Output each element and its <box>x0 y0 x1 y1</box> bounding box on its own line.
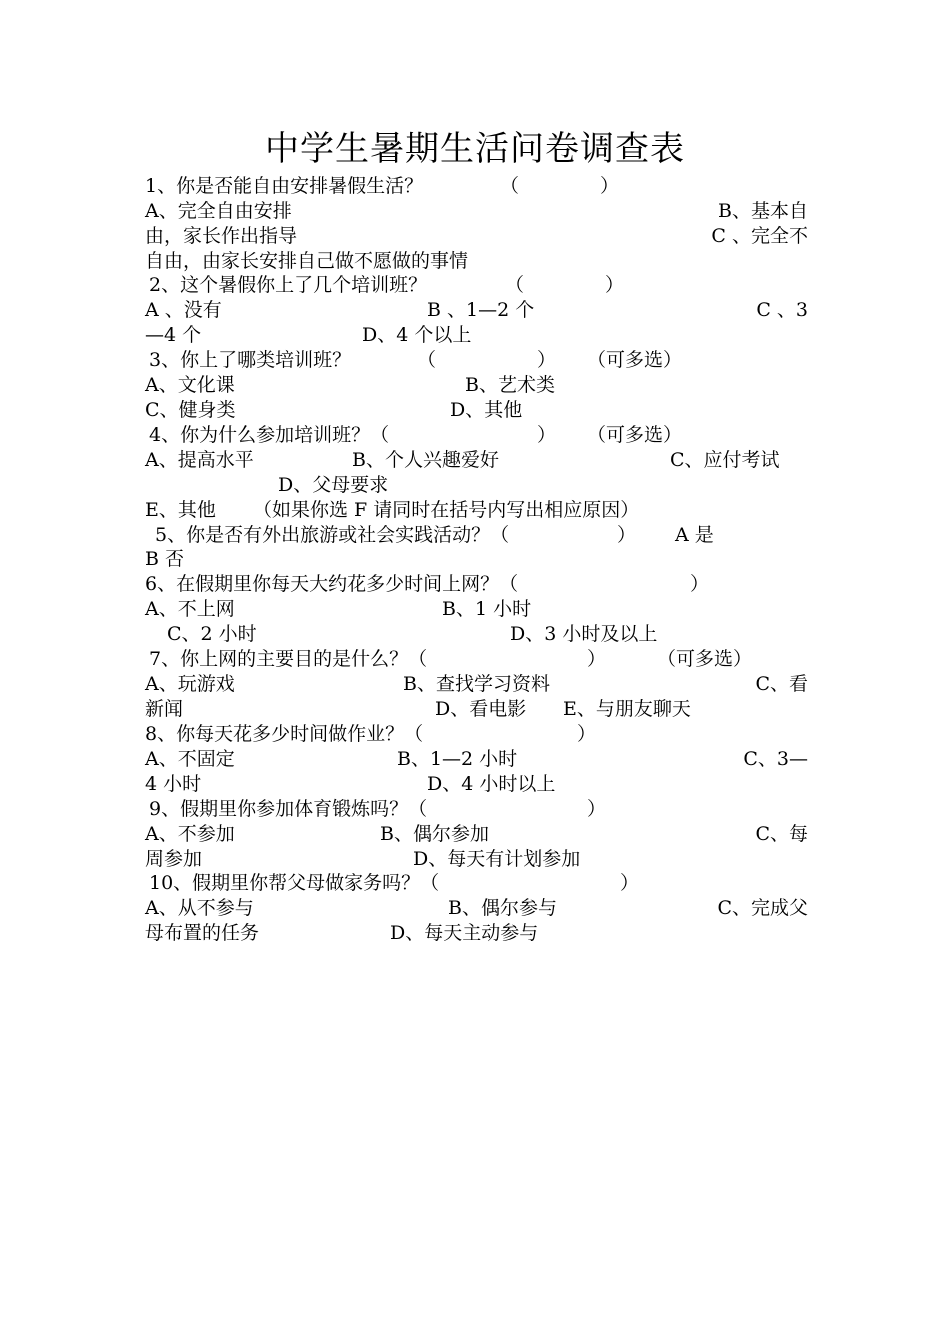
option-b: B、1 小时 <box>442 598 532 620</box>
option-c-cont: 母布置的任务 <box>145 922 260 944</box>
option-a: A、不参加 <box>145 823 235 845</box>
option-e-note: （如果你选 F 请同时在括号内写出相应原因） <box>253 499 640 521</box>
option-b-cont: 由，家长作出指导 <box>145 225 298 247</box>
option-c-cont: 4 小时 <box>145 773 202 795</box>
option-c: C、应付考试 <box>670 449 780 471</box>
option-a: A、玩游戏 <box>145 673 235 695</box>
option-e: E、与朋友聊天 <box>563 698 691 720</box>
q4-options-line <box>145 448 810 473</box>
question-text: 4、你为什么参加培训班？（ <box>149 424 390 446</box>
option-c: C、2 小时 <box>167 623 257 645</box>
question-1 <box>145 174 810 199</box>
answer-paren-close: ） <box>587 798 607 820</box>
question-3 <box>145 348 810 373</box>
answer-paren-close: ） <box>620 872 640 894</box>
q1-options-line <box>145 199 810 224</box>
answer-paren-open: （ <box>500 175 520 197</box>
option-c: C 、完全不 <box>711 225 808 247</box>
question-text: 2、这个暑假你上了几个培训班？ <box>149 274 428 296</box>
q6-options-line <box>145 622 810 647</box>
q3-options-line <box>145 398 810 423</box>
option-b: B 否 <box>145 548 185 570</box>
q8-options-line <box>145 772 810 797</box>
option-c: C、3— <box>743 748 808 770</box>
q6-options-line <box>145 597 810 622</box>
option-b: B、个人兴趣爱好 <box>352 449 499 471</box>
option-c-cont: 周参加 <box>145 848 203 870</box>
option-a: A、不固定 <box>145 748 235 770</box>
option-c-cont: 新闻 <box>145 698 184 720</box>
question-text: 8、你每天花多少时间做作业？（ <box>145 723 424 745</box>
option-c: C、看 <box>755 673 808 695</box>
answer-paren-close: ） <box>690 573 710 595</box>
answer-paren-close: ） <box>605 274 625 296</box>
option-d: D、4 小时以上 <box>427 773 556 795</box>
option-a: A、完全自由安排 <box>145 200 292 222</box>
option-a: A、提高水平 <box>145 449 254 471</box>
answer-paren-open: （ <box>505 274 525 296</box>
q7-options-line <box>145 672 810 697</box>
option-b: B、偶尔参与 <box>448 897 557 919</box>
option-a: A、文化课 <box>145 374 235 396</box>
multi-select-note: （可多选） <box>587 349 683 371</box>
answer-paren-close: ） <box>537 424 557 446</box>
option-a: A 是 <box>675 524 714 546</box>
option-a: A、从不参与 <box>145 897 254 919</box>
multi-select-note: （可多选） <box>657 648 753 670</box>
q1-options-line <box>145 249 810 274</box>
option-d: D、3 小时及以上 <box>510 623 658 645</box>
option-d: D、父母要求 <box>278 474 389 496</box>
question-text: 6、在假期里你每天大约花多少时间上网？（ <box>145 573 519 595</box>
question-10 <box>145 871 810 896</box>
option-d: D、每天主动参与 <box>390 922 539 944</box>
q3-options-line <box>145 373 810 398</box>
question-5 <box>145 523 810 548</box>
question-text: 10、假期里你帮父母做家务吗？（ <box>149 872 440 894</box>
question-text: 5、你是否有外出旅游或社会实践活动？（ <box>155 524 510 546</box>
question-9 <box>145 797 810 822</box>
option-d: D、看电影 <box>435 698 527 720</box>
question-2 <box>145 273 810 298</box>
q4-options-line <box>145 498 810 523</box>
answer-paren-close: ） <box>537 349 557 371</box>
q2-options-line <box>145 298 810 323</box>
option-b: B 、1—2 个 <box>427 299 535 321</box>
answer-paren-close: ） <box>587 648 607 670</box>
question-8 <box>145 722 810 747</box>
option-b: B、1—2 小时 <box>397 748 518 770</box>
question-text: 7、你上网的主要目的是什么？（ <box>149 648 428 670</box>
option-b: B、艺术类 <box>465 374 555 396</box>
question-text: 3、你上了哪类培训班？ <box>149 349 352 371</box>
option-e: E、其他 <box>145 499 216 521</box>
option-c-cont: —4 个 <box>145 324 202 346</box>
answer-paren-close: ） <box>577 723 597 745</box>
option-d: D、4 个以上 <box>362 324 472 346</box>
option-a: A、不上网 <box>145 598 235 620</box>
option-c: C、完成父 <box>717 897 808 919</box>
answer-paren-open: （ <box>417 349 437 371</box>
option-b: B、基本自 <box>718 200 808 222</box>
option-d: D、其他 <box>450 399 523 421</box>
option-c: C、每 <box>755 823 808 845</box>
question-text: 1、你是否能自由安排暑假生活？ <box>145 175 424 197</box>
option-c: C 、3 <box>756 299 808 321</box>
multi-select-note: （可多选） <box>587 424 683 446</box>
q10-options-line <box>145 921 810 946</box>
option-b: B、偶尔参加 <box>380 823 489 845</box>
question-text: 9、假期里你参加体育锻炼吗？（ <box>149 798 428 820</box>
q8-options-line <box>145 747 810 772</box>
question-6 <box>145 572 810 597</box>
question-7 <box>145 647 810 672</box>
q2-options-line <box>145 323 810 348</box>
page-title: 中学生暑期生活问卷调查表 <box>265 129 685 169</box>
option-a: A 、没有 <box>145 299 222 321</box>
q10-options-line <box>145 896 810 921</box>
answer-paren-close: ） <box>600 175 620 197</box>
option-c: C、健身类 <box>145 399 236 421</box>
option-c-cont: 自由，由家长安排自己做不愿做的事情 <box>145 250 469 272</box>
question-4 <box>145 423 810 448</box>
option-b: B、查找学习资料 <box>403 673 550 695</box>
q4-options-line <box>145 473 810 498</box>
option-d: D、每天有计划参加 <box>413 848 581 870</box>
q7-options-line <box>145 697 810 722</box>
q9-options-line <box>145 822 810 847</box>
q9-options-line <box>145 847 810 872</box>
q1-options-line <box>145 224 810 249</box>
answer-paren-close: ） <box>617 524 637 546</box>
q5-options-line <box>145 547 810 572</box>
